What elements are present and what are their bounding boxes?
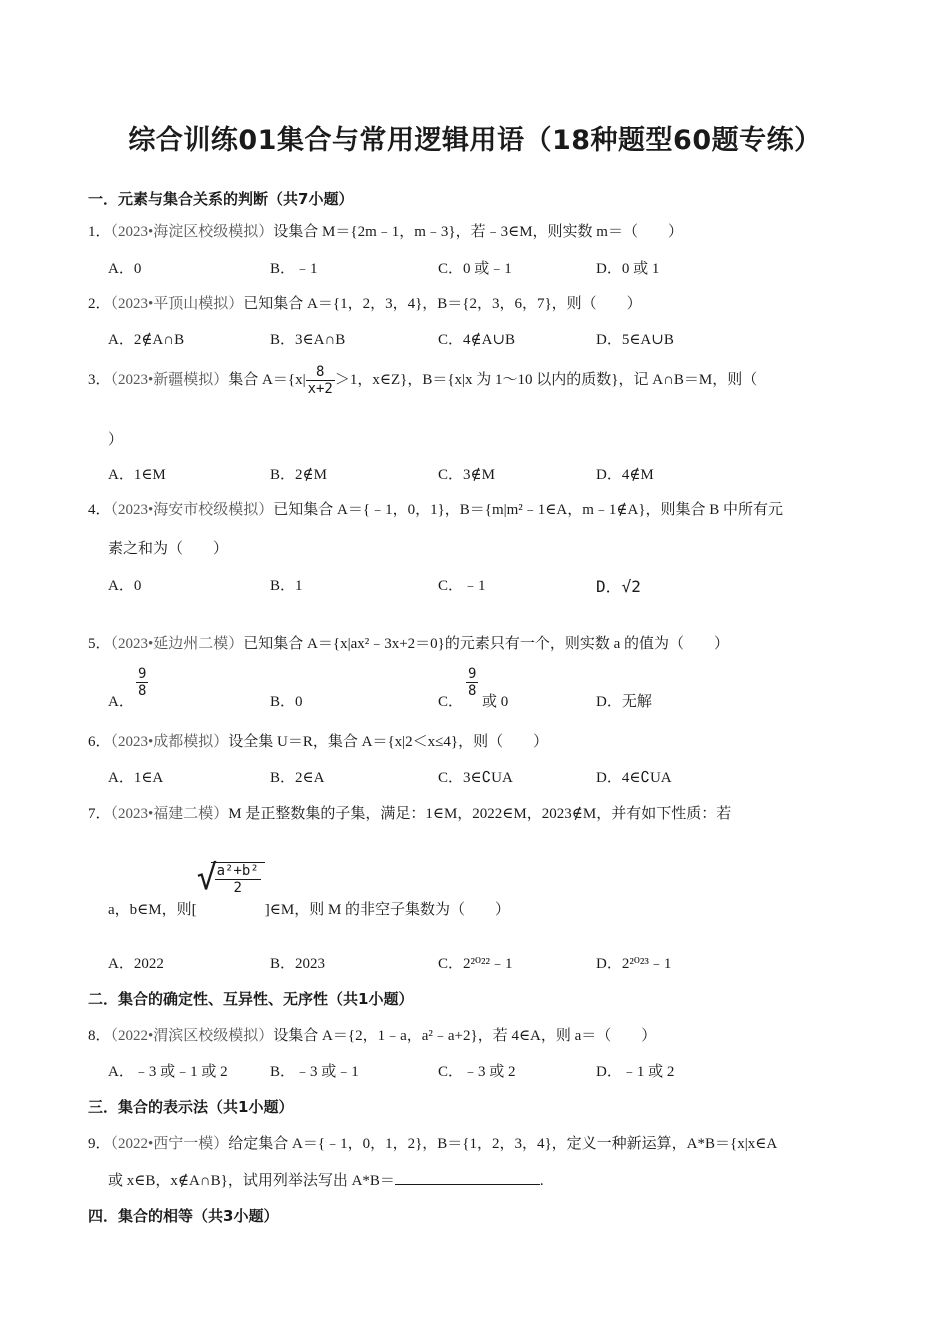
question-number: 3． [88, 371, 111, 388]
fraction-denominator: 2 [233, 880, 242, 896]
option-d[interactable]: D．0 或 1 [596, 261, 660, 277]
fraction-denominator: 8 [138, 683, 147, 699]
question-5 [88, 632, 729, 653]
question-text: 或 x∈B，x∉A∩B}，试用列举法写出 A*B＝ [108, 1173, 395, 1189]
question-9-continued [108, 1169, 544, 1190]
option-a[interactable]: A．0 [108, 261, 142, 277]
question-source: （2022•渭滨区校级模拟） [110, 1028, 274, 1044]
question-text: 已知集合 A＝{x|ax²﹣3x+2＝0}的元素只有一个，则实数 a 的值为（ ） [243, 636, 730, 652]
section-heading-4: 四．集合的相等（共3小题） [88, 1207, 279, 1225]
option-b[interactable]: B．1 [270, 578, 303, 594]
options-7 [108, 952, 868, 976]
question-text: M 是正整数集的子集，满足：1∈M，2022∈M，2023∉M，并有如下性质：若 [228, 806, 732, 822]
question-source: （2023•成都模拟） [110, 734, 229, 750]
question-source: （2023•福建二模） [110, 806, 229, 822]
fraction-denominator: 8 [468, 683, 477, 699]
options-3 [108, 463, 868, 487]
option-c[interactable]: C．3∈∁UA [438, 770, 513, 786]
option-b[interactable]: B．﹣1 [270, 261, 318, 277]
option-c[interactable]: C．4∉A∪B [438, 332, 516, 348]
option-a-label: A． [108, 694, 134, 710]
question-text: 给定集合 A＝{﹣1，0，1，2}，B＝{1，2，3，4}，定义一种新运算，A*B＝{x|x∈A [228, 1136, 778, 1152]
question-4-continued: 素之和为（ ） [108, 541, 229, 557]
option-b[interactable]: B．﹣3 或﹣1 [270, 1064, 359, 1080]
option-a[interactable] [108, 690, 134, 711]
option-b[interactable]: B．2∉M [270, 467, 327, 483]
question-number: 8． [88, 1028, 111, 1044]
question-text-a: 集合 A＝{x| [228, 371, 306, 388]
option-d[interactable]: D．√2 [596, 577, 641, 596]
question-text: 已知集合 A＝{﹣1，0，1}，B＝{m|m²﹣1∈A，m﹣1∉A}，则集合 B 中所有元 [273, 502, 784, 518]
question-source: （2023•延边州二模） [110, 636, 244, 652]
options-5 [108, 666, 868, 710]
question-text-end: . [539, 1173, 544, 1189]
fraction-numerator: 9 [468, 666, 477, 682]
question-text: 设集合 A＝{2，1﹣a，a²﹣a+2}，若 4∈A，则 a＝（ ） [273, 1028, 657, 1044]
option-d[interactable]: D．5∈A∪B [596, 332, 674, 348]
option-c[interactable]: C．0 或﹣1 [438, 261, 512, 277]
question-3-continued: ） [108, 432, 124, 448]
section-heading-2: 二．集合的确定性、互异性、无序性（共1小题） [88, 990, 414, 1008]
question-9 [88, 1132, 777, 1153]
option-c[interactable]: C．﹣3 或 2 [438, 1064, 516, 1080]
fraction [215, 863, 261, 896]
option-d[interactable]: D．2²⁰²³﹣1 [596, 956, 672, 972]
options-4 [108, 574, 868, 598]
question-number: 7． [88, 806, 111, 822]
fraction-numerator: 9 [138, 666, 147, 682]
question-number: 6． [88, 734, 111, 750]
section-heading-1: 一．元素与集合关系的判断（共7小题） [88, 190, 354, 208]
question-number: 1． [88, 224, 111, 240]
question-4 [88, 498, 783, 519]
option-b[interactable]: B．2∈A [270, 770, 325, 786]
page-title: 综合训练01集合与常用逻辑用语（18种题型60题专练） [128, 125, 822, 156]
question-source: （2023•海淀区校级模拟） [110, 224, 274, 240]
option-c[interactable] [438, 690, 463, 711]
question-6 [88, 730, 548, 751]
option-a-fraction [136, 666, 148, 699]
question-3 [88, 364, 757, 397]
option-d[interactable]: D．4∉M [596, 467, 654, 483]
answer-blank[interactable] [395, 1170, 540, 1185]
option-b[interactable]: B．0 [270, 694, 303, 710]
fraction-numerator: a²+b² [216, 863, 259, 879]
options-1 [108, 257, 868, 281]
option-b[interactable]: B．2023 [270, 956, 326, 972]
question-7-continued [108, 858, 511, 918]
option-b[interactable]: B．3∈A∩B [270, 332, 346, 348]
option-c-suffix: 或 0 [482, 694, 509, 710]
question-text: 已知集合 A＝{1，2，3，4}，B＝{2，3，6，7}，则（ ） [243, 296, 642, 312]
option-c[interactable]: C．﹣1 [438, 578, 486, 594]
question-source: （2023•平顶山模拟） [110, 296, 244, 312]
question-text-a: a，b∈M，则[ [108, 902, 197, 918]
sqrt-expression [196, 858, 265, 898]
option-c[interactable]: C．3∉M [438, 467, 495, 483]
option-a[interactable]: A．2∉A∩B [108, 332, 185, 348]
fraction-denominator: x+2 [307, 381, 333, 397]
question-text: 设集合 M＝{2m﹣1，m﹣3}，若﹣3∈M，则实数 m＝（ ） [273, 224, 683, 240]
option-a[interactable]: A．﹣3 或﹣1 或 2 [108, 1064, 228, 1080]
option-c-label: C． [438, 694, 464, 710]
question-7 [88, 802, 731, 823]
sqrt-icon: √ [196, 858, 218, 898]
question-number: 9． [88, 1136, 111, 1152]
options-6 [108, 766, 868, 790]
question-8 [88, 1024, 656, 1045]
option-c-fraction [466, 666, 478, 699]
options-2 [108, 328, 868, 352]
question-1 [88, 220, 683, 241]
question-number: 5． [88, 636, 111, 652]
question-text-b: ]∈M，则 M 的非空子集数为（ ） [264, 902, 511, 918]
option-d[interactable]: D．4∈∁UA [596, 770, 672, 786]
question-source: （2022•西宁一模） [110, 1136, 229, 1152]
options-8 [108, 1060, 868, 1084]
section-heading-3: 三．集合的表示法（共1小题） [88, 1098, 294, 1116]
question-text-b: ＞1，x∈Z}，B＝{x|x 为 1～10 以内的质数}，记 A∩B＝M，则（ [334, 371, 758, 388]
option-d[interactable]: D．﹣1 或 2 [596, 1064, 675, 1080]
fraction-numerator: 8 [306, 364, 335, 381]
question-number: 2． [88, 296, 111, 312]
option-d[interactable]: D．无解 [596, 694, 652, 710]
question-source: （2023•海安市校级模拟） [110, 502, 274, 518]
option-a[interactable]: A．1∈M [108, 467, 166, 483]
question-source: （2023•新疆模拟） [110, 371, 229, 388]
question-2 [88, 292, 642, 313]
option-a[interactable]: A．0 [108, 578, 142, 594]
option-c[interactable]: C．2²⁰²²﹣1 [438, 956, 513, 972]
option-a[interactable]: A．1∈A [108, 770, 164, 786]
question-text: 设全集 U＝R，集合 A＝{x|2＜x≤4}，则（ ） [228, 734, 549, 750]
question-number: 4． [88, 502, 111, 518]
option-a[interactable]: A．2022 [108, 956, 164, 972]
fraction [306, 364, 335, 397]
